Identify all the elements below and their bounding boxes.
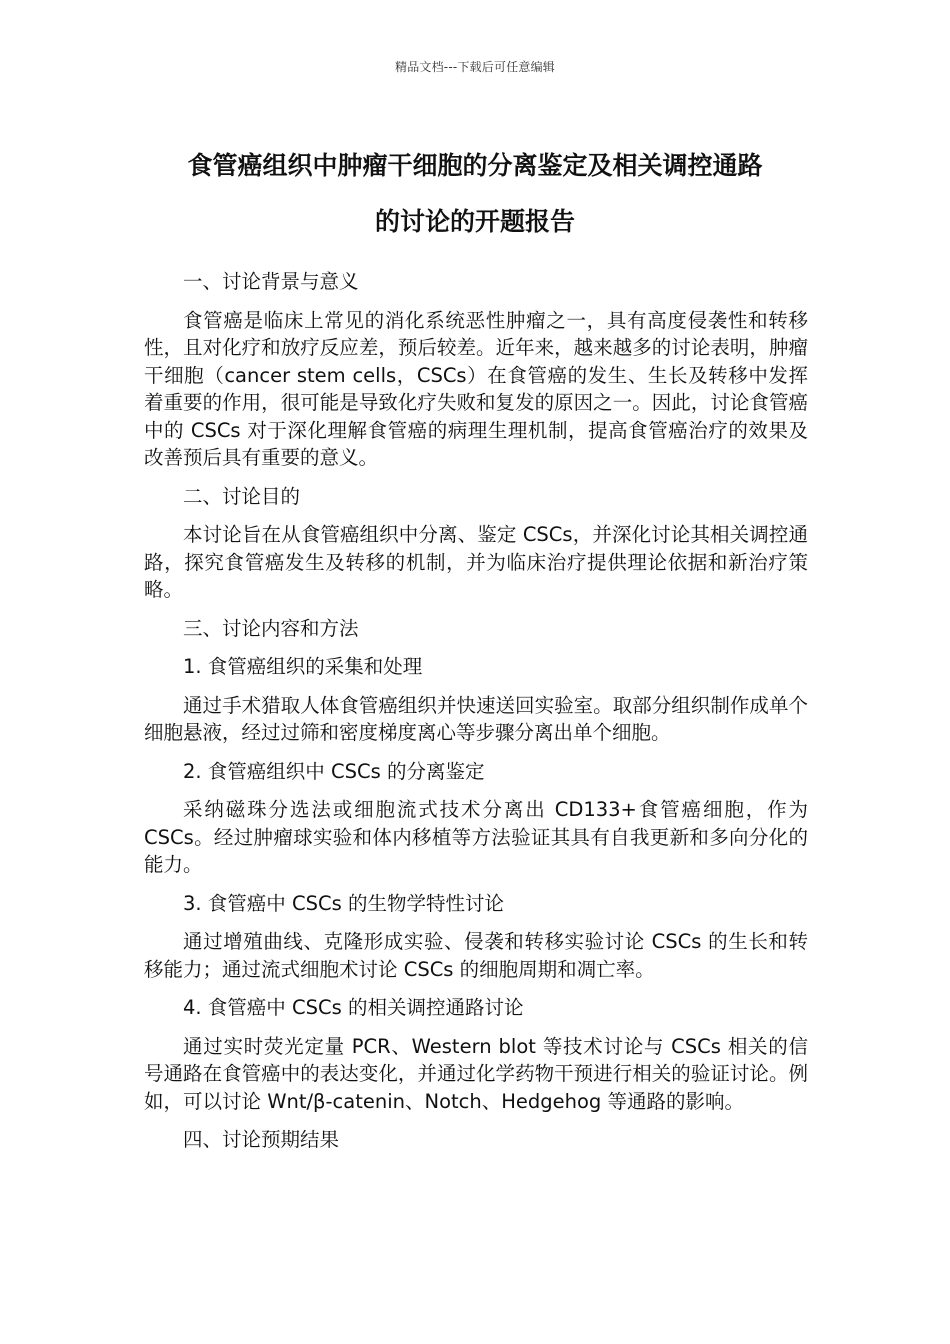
subsection-heading-3: 3. 食管癌中 CSCs 的生物学特性讨论: [183, 891, 504, 915]
subsection-heading-1: 1. 食管癌组织的采集和处理: [183, 655, 423, 678]
paragraph-purpose: 本讨论旨在从食管癌组织中分离、鉴定 CSCs，并深化讨论其相关调控通路，探究食管癌发生及转移的机制，并为临床治疗提供理论依据和新治疗策略。: [144, 523, 808, 601]
paragraph-subsection-2: 采纳磁珠分选法或细胞流式技术分离出 CD133+食管癌细胞，作为 CSCs。经过肿瘤球实验和体内移植等方法验证其具有自我更新和多向分化的能力。: [144, 798, 808, 876]
subsection-heading-4: 4. 食管癌中 CSCs 的相关调控通路讨论: [183, 996, 524, 1019]
section-heading-background: 一、讨论背景与意义: [183, 270, 359, 293]
section-heading-methods: 三、讨论内容和方法: [183, 616, 359, 640]
title-line-2: 的讨论的开题报告: [374, 207, 575, 236]
document-body: [144, 268, 808, 1165]
document-title: [120, 138, 830, 250]
header-note: 精品文档---下载后可任意编辑: [395, 60, 555, 74]
subsection-heading-2: 2. 食管癌组织中 CSCs 的分离鉴定: [183, 759, 485, 783]
title-line-1: 食管癌组织中肿瘤干细胞的分离鉴定及相关调控通路: [187, 151, 763, 180]
paragraph-subsection-4: 通过实时荧光定量 PCR、Western blot 等技术讨论与 CSCs 相关的信号通路在食管癌中的表达变化，并通过化学药物干预进行相关的验证讨论。例如，可以讨论 Wnt/β-catenin、Notch、Hedgehog 等通路的影响。: [144, 1034, 808, 1113]
section-heading-purpose: 二、讨论目的: [183, 484, 301, 508]
section-heading-expected-results: 四、讨论预期结果: [183, 1128, 340, 1151]
paragraph-subsection-3: 通过增殖曲线、克隆形成实验、侵袭和转移实验讨论 CSCs 的生长和转移能力；通过流式细胞术讨论 CSCs 的细胞周期和凋亡率。: [144, 930, 808, 981]
paragraph-subsection-1: 通过手术猎取人体食管癌组织并快速送回实验室。取部分组织制作成单个细胞悬液，经过过筛和密度梯度离心等步骤分离出单个细胞。: [144, 693, 808, 744]
paragraph-background: 食管癌是临床上常见的消化系统恶性肿瘤之一，具有高度侵袭性和转移性，且对化疗和放疗反应差，预后较差。近年来，越来越多的讨论表明，肿瘤干细胞（cancer stem cells，CSCs）在食管癌的发生、生长及转移中发挥着重要的作用，很可能是导致化疗失败和复发的原因之一。因此，讨论食管癌中的 CSCs 对于深化理解食管癌的病理生理机制，提高食管癌治疗的效果及改善预后具有重要的意义。: [144, 308, 808, 469]
